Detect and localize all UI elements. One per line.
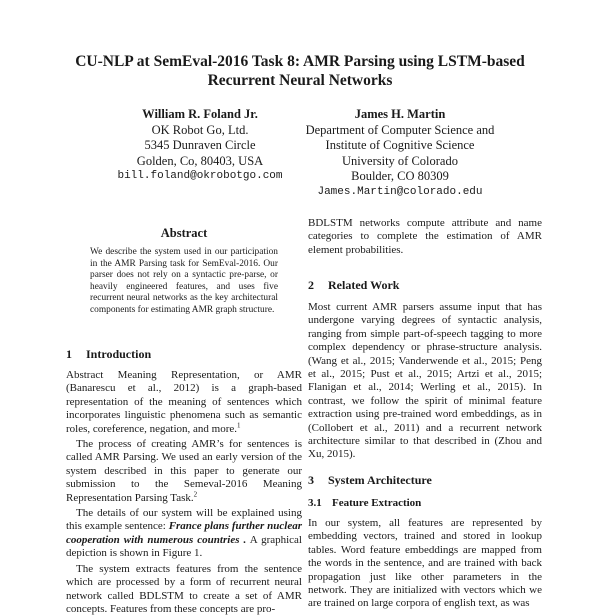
author-affiliation-line: Institute of Cognitive Science [325, 138, 475, 152]
intro-paragraph-2: The process of creating AMR’s for sentences is called AMR Parsing. We used an early version of the system described in this paper to generate our submission to the Semeval-2016 Meaning Representation Parsing Task. [66, 438, 302, 504]
author-email[interactable]: James.Martin@colorado.edu [317, 185, 483, 198]
right-column-continuation [308, 217, 542, 257]
author-affiliation-line: Boulder, CO 80309 [351, 169, 449, 183]
paragraph [66, 438, 302, 505]
subsection-heading-feature-extraction [308, 496, 421, 510]
intro-paragraph-4: The system extracts features from the sentence which are processed by a form of recurrent neural network called BDLSTM to create a set of AMR concepts. Features from these concepts are pro- [66, 562, 302, 615]
intro-paragraph-3-tail: A graphical depiction is shown in Figure 1. [66, 533, 302, 560]
title-line-1: CU-NLP at SemEval-2016 Task 8: AMR Parsing using LSTM-based [75, 53, 525, 70]
subsection-number: 3.1 [308, 497, 322, 509]
author-affiliation-line: Department of Computer Science and [305, 122, 495, 137]
section-title: Introduction [86, 347, 152, 361]
author-affiliation-line: Golden, Co, 80403, USA [136, 153, 264, 168]
section-number: 1 [66, 347, 72, 361]
intro-paragraph-1: Abstract Meaning Representation, or AMR (Banarescu et al., 2012) is a graph-based representation of the meaning of sentences which incorporates linguistic phenomena such as semantic roles, coreference, negation, and more. [66, 369, 302, 435]
paragraph [66, 369, 302, 436]
author-block-1 [100, 107, 300, 185]
author-affiliation-line: OK Robot Go, Ltd. [151, 122, 249, 137]
intro-paragraph-3-lead: The details of our system will be explained using this example sentence: [66, 507, 302, 533]
section-number: 2 [308, 278, 314, 292]
section-number: 3 [308, 473, 314, 487]
section-heading-related-work [308, 278, 399, 293]
related-work-text: Most current AMR parsers assume input that has undergone varying degrees of syntactic analysis, ranging from simple part-of-speech tagging to more complex dependency or phrase-structure analysis. (Wang et al., 2015; Vanderwende et al., 2015; Peng et al., 2015; Pust et al., 2015; Artzi et al., 2015; Flanigan et al., 2014; Werling et al., 2015). In contrast, we follow the spirit of minimal feature extraction using pre-trained word embeddings, as in (Collobert et al., 2011) and a recurrent network architecture similar to that described in (Zhou and Xu, 2015). [308, 301, 542, 461]
paragraph [66, 507, 302, 561]
author-name: James H. Martin [354, 107, 446, 121]
continuation-text: BDLSTM networks compute attribute and name categories to complete the estimation of AMR element probabilities. [308, 217, 542, 256]
title-line-2: Recurrent Neural Networks [207, 72, 393, 89]
paper-title [40, 52, 560, 90]
abstract-text: We describe the system used in our participation in the AMR Parsing task for SemEval-2016. Our parser does not rely on a syntactic pre-parse, or heavily engineered features, and uses five recurrent neural networks as the key architectural components for estimating AMR graph structure. [90, 247, 278, 315]
abstract-heading: Abstract [160, 226, 208, 240]
author-affiliation-line: 5345 Dunraven Circle [144, 138, 256, 152]
section-heading-system-architecture [308, 473, 432, 488]
section-title: System Architecture [328, 473, 432, 487]
related-work-body [308, 301, 542, 462]
author-block-2 [290, 107, 510, 200]
paragraph [66, 563, 302, 616]
section-heading-introduction [66, 347, 151, 362]
subsection-title: Feature Extraction [332, 497, 422, 509]
example-sentence: France plans further nuclear cooperation with numerous countries . [66, 520, 302, 546]
introduction-body [66, 369, 302, 616]
footnote-marker[interactable]: 1 [237, 420, 241, 429]
footnote-marker[interactable]: 2 [193, 490, 198, 498]
author-name: William R. Foland Jr. [142, 107, 258, 121]
feature-extraction-text: In our system, all features are represented by embedding vectors, trained and stored in lookup tables. Word feature embeddings are mapped from the words in the sentence, and are trained with back propagation just like other parameters in the network. They are initialized with vectors which we are trained on large corpora of english text, as was [308, 517, 542, 610]
author-affiliation-line: University of Colorado [342, 153, 458, 168]
section-title: Related Work [328, 278, 400, 292]
feature-extraction-body [308, 517, 542, 611]
author-email[interactable]: bill.foland@okrobotgo.com [117, 170, 283, 182]
